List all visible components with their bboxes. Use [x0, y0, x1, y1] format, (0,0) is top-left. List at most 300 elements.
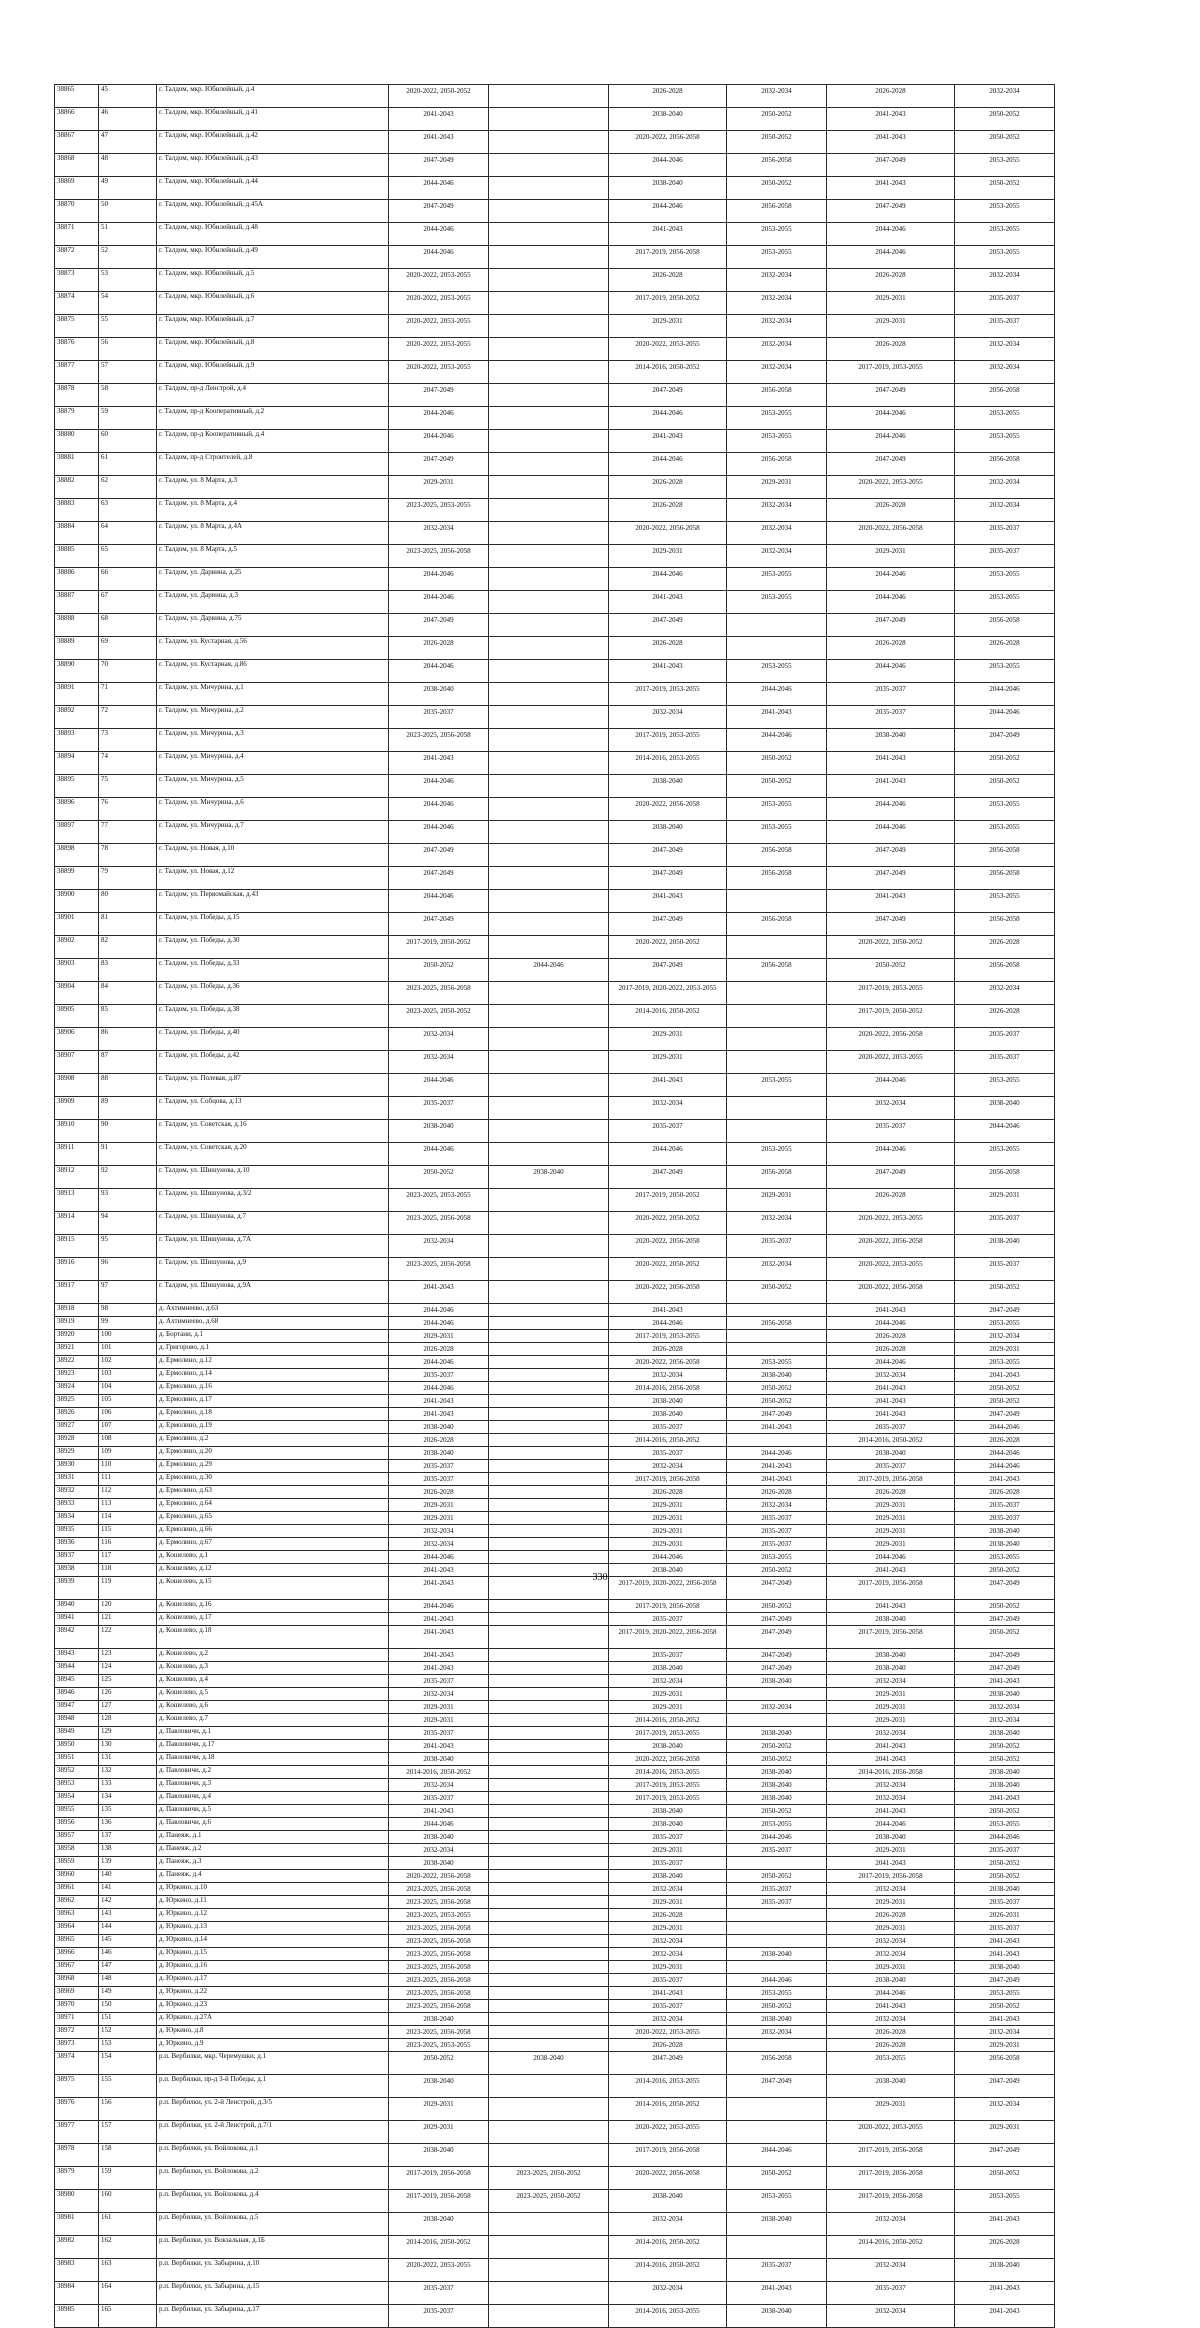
cell-period	[489, 1961, 609, 1974]
cell-period: 2029-2031	[609, 1896, 727, 1909]
cell-address: д. Юркино, д.15	[157, 1948, 389, 1961]
cell-number: 138	[99, 1844, 157, 1857]
cell-period: 2053-2055	[727, 821, 827, 844]
cell-period: 2044-2046	[389, 1074, 489, 1097]
table-row	[55, 108, 1055, 131]
cell-period: 2023-2025, 2053-2055	[389, 1909, 489, 1922]
table-row	[55, 1525, 1055, 1538]
cell-period	[489, 499, 609, 522]
cell-period: 2032-2034	[827, 1727, 955, 1740]
cell-period: 2056-2058	[727, 1166, 827, 1189]
cell-number: 142	[99, 1896, 157, 1909]
cell-period: 2023-2025, 2053-2055	[389, 499, 489, 522]
cell-number: 154	[99, 2052, 157, 2075]
cell-period: 2053-2055	[955, 200, 1055, 223]
cell-period: 2014-2016, 2050-2052	[609, 1434, 727, 1447]
cell-period: 2032-2034	[389, 1028, 489, 1051]
cell-period: 2038-2040	[955, 1538, 1055, 1551]
cell-id: 38881	[55, 453, 99, 476]
cell-period	[489, 223, 609, 246]
cell-period: 2053-2055	[727, 798, 827, 821]
cell-address: г. Талдом, ул. Новая, д.12	[157, 867, 389, 890]
cell-address: г. Талдом, мкр. Юбилейный, д.7	[157, 315, 389, 338]
cell-period: 2023-2025, 2053-2055	[389, 2039, 489, 2052]
cell-period: 2017-2019, 2056-2058	[389, 2190, 489, 2213]
cell-period: 2047-2049	[955, 1304, 1055, 1317]
cell-period	[489, 1844, 609, 1857]
cell-period: 2014-2016, 2050-2052	[609, 2236, 727, 2259]
cell-address: д. Кошелево, д.17	[157, 1613, 389, 1626]
cell-period: 2053-2055	[955, 821, 1055, 844]
cell-address: д. Павловичи, д.5	[157, 1805, 389, 1818]
cell-period: 2044-2046	[609, 1143, 727, 1166]
cell-period: 2029-2031	[609, 1688, 727, 1701]
cell-period: 2029-2031	[609, 1538, 727, 1551]
cell-period	[489, 1343, 609, 1356]
cell-period: 2053-2055	[727, 407, 827, 430]
cell-period: 2026-2028	[389, 1343, 489, 1356]
cell-id: 38927	[55, 1421, 99, 1434]
cell-period: 2017-2019, 2056-2058	[609, 246, 727, 269]
cell-period: 2041-2043	[827, 1753, 955, 1766]
cell-id: 38868	[55, 154, 99, 177]
cell-period: 2020-2022, 2056-2058	[609, 1753, 727, 1766]
table-row	[55, 407, 1055, 430]
cell-address: д. Юркино, д.27А	[157, 2013, 389, 2026]
cell-id: 38909	[55, 1097, 99, 1120]
cell-period	[727, 1304, 827, 1317]
cell-period: 2050-2052	[727, 177, 827, 200]
cell-period	[489, 1421, 609, 1434]
cell-period: 2017-2019, 2056-2058	[827, 2190, 955, 2213]
cell-period: 2035-2037	[827, 1460, 955, 1473]
cell-period: 2038-2040	[827, 2075, 955, 2098]
cell-period: 2047-2049	[727, 1626, 827, 1649]
cell-period: 2017-2019, 2053-2055	[609, 683, 727, 706]
cell-number: 112	[99, 1486, 157, 1499]
table-row	[55, 1028, 1055, 1051]
cell-number: 69	[99, 637, 157, 660]
cell-period: 2038-2040	[609, 1564, 727, 1577]
cell-address: д. Юркино, д.12	[157, 1909, 389, 1922]
cell-period: 2020-2022, 2056-2058	[609, 1281, 727, 1304]
table-row	[55, 223, 1055, 246]
cell-period: 2026-2028	[609, 1486, 727, 1499]
cell-period	[489, 1005, 609, 1028]
cell-period	[727, 1051, 827, 1074]
table-row	[55, 683, 1055, 706]
cell-id: 38954	[55, 1792, 99, 1805]
cell-id: 38918	[55, 1304, 99, 1317]
cell-period: 2056-2058	[955, 384, 1055, 407]
cell-period: 2035-2037	[827, 1421, 955, 1434]
cell-period: 2026-2031	[955, 1909, 1055, 1922]
cell-number: 92	[99, 1166, 157, 1189]
cell-period	[489, 683, 609, 706]
cell-id: 38912	[55, 1166, 99, 1189]
cell-period: 2035-2037	[389, 1675, 489, 1688]
cell-period: 2050-2052	[955, 177, 1055, 200]
cell-address: г. Талдом, ул. Дарвина, д.75	[157, 614, 389, 637]
cell-period: 2035-2037	[389, 1473, 489, 1486]
cell-number: 129	[99, 1727, 157, 1740]
cell-id: 38984	[55, 2282, 99, 2305]
cell-period: 2032-2034	[609, 2013, 727, 2026]
table-row	[55, 706, 1055, 729]
cell-id: 38983	[55, 2259, 99, 2282]
cell-period: 2020-2022, 2050-2052	[609, 1212, 727, 1235]
cell-period: 2053-2055	[727, 223, 827, 246]
cell-period: 2038-2040	[489, 2052, 609, 2075]
cell-period: 2026-2028	[827, 637, 955, 660]
cell-address: р.п. Вербилки, пр-д 3-й Победы, д.1	[157, 2075, 389, 2098]
cell-period	[489, 660, 609, 683]
cell-period	[489, 936, 609, 959]
cell-period: 2038-2040	[955, 1097, 1055, 1120]
cell-period	[489, 1408, 609, 1421]
cell-period: 2050-2052	[955, 1382, 1055, 1395]
cell-period: 2020-2022, 2050-2052	[389, 85, 489, 108]
cell-period: 2035-2037	[955, 1512, 1055, 1525]
cell-period	[489, 1235, 609, 1258]
cell-period: 2047-2049	[955, 2144, 1055, 2167]
cell-address: г. Талдом, ул. Победы, д.36	[157, 982, 389, 1005]
cell-period: 2050-2052	[389, 2052, 489, 2075]
table-row	[55, 499, 1055, 522]
cell-period: 2044-2046	[389, 1818, 489, 1831]
cell-address: г. Талдом, ул. Советская, д.20	[157, 1143, 389, 1166]
cell-period: 2020-2022, 2056-2058	[389, 1870, 489, 1883]
table-row	[55, 1486, 1055, 1499]
cell-period: 2041-2043	[389, 1577, 489, 1600]
cell-id: 38879	[55, 407, 99, 430]
cell-period: 2023-2025, 2056-2058	[389, 1212, 489, 1235]
cell-period	[489, 1473, 609, 1486]
cell-period: 2017-2019, 2053-2055	[609, 1779, 727, 1792]
cell-address: г. Талдом, ул. Мичурина, д.2	[157, 706, 389, 729]
cell-period: 2056-2058	[955, 2052, 1055, 2075]
cell-number: 122	[99, 1626, 157, 1649]
cell-address: д. Павловичи, д.2	[157, 1766, 389, 1779]
table-row	[55, 1005, 1055, 1028]
cell-number: 93	[99, 1189, 157, 1212]
table-row	[55, 1948, 1055, 1961]
cell-number: 61	[99, 453, 157, 476]
cell-period: 2035-2037	[389, 2282, 489, 2305]
cell-period	[489, 1870, 609, 1883]
cell-address: г. Талдом, ул. 8 Марта, д.5	[157, 545, 389, 568]
cell-period: 2050-2052	[955, 1805, 1055, 1818]
cell-period: 2029-2031	[827, 1714, 955, 1727]
cell-id: 38971	[55, 2013, 99, 2026]
cell-period: 2050-2052	[955, 1870, 1055, 1883]
table-row	[55, 1120, 1055, 1143]
cell-period	[727, 2236, 827, 2259]
cell-period	[489, 361, 609, 384]
cell-period: 2032-2034	[609, 1948, 727, 1961]
cell-period	[489, 1525, 609, 1538]
cell-number: 163	[99, 2259, 157, 2282]
cell-period: 2032-2034	[727, 338, 827, 361]
cell-period: 2035-2037	[955, 545, 1055, 568]
cell-period	[489, 1857, 609, 1870]
cell-id: 38883	[55, 499, 99, 522]
cell-period: 2041-2043	[609, 890, 727, 913]
cell-number: 117	[99, 1551, 157, 1564]
cell-id: 38957	[55, 1831, 99, 1844]
cell-number: 145	[99, 1935, 157, 1948]
cell-period	[489, 1779, 609, 1792]
cell-period	[489, 1935, 609, 1948]
cell-period: 2038-2040	[955, 1766, 1055, 1779]
cell-address: г. Талдом, ул. Мичурина, д.1	[157, 683, 389, 706]
table-row	[55, 1675, 1055, 1688]
cell-period: 2050-2052	[955, 1395, 1055, 1408]
cell-number: 83	[99, 959, 157, 982]
cell-address: г. Талдом, ул. Дарвина, д.3	[157, 591, 389, 614]
cell-period	[489, 430, 609, 453]
cell-period: 2041-2043	[827, 1395, 955, 1408]
table-row	[55, 1538, 1055, 1551]
cell-period: 2026-2028	[955, 936, 1055, 959]
table-row	[55, 798, 1055, 821]
cell-period	[489, 1281, 609, 1304]
cell-address: р.п. Вербилки, ул. Войлокова, д.2	[157, 2167, 389, 2190]
cell-address: г. Талдом, мкр. Юбилейный, д.8	[157, 338, 389, 361]
cell-period: 2053-2055	[727, 430, 827, 453]
cell-id: 38865	[55, 85, 99, 108]
cell-period: 2026-2028	[955, 1434, 1055, 1447]
table-row	[55, 1649, 1055, 1662]
cell-period: 2044-2046	[389, 798, 489, 821]
cell-period: 2038-2040	[389, 1753, 489, 1766]
cell-period: 2020-2022, 2053-2055	[389, 338, 489, 361]
cell-period	[489, 85, 609, 108]
cell-period: 2041-2043	[389, 1564, 489, 1577]
cell-period: 2029-2031	[827, 1512, 955, 1525]
cell-period: 2038-2040	[389, 1447, 489, 1460]
table-row	[55, 1212, 1055, 1235]
cell-number: 141	[99, 1883, 157, 1896]
cell-address: г. Талдом, ул. Победы, д.42	[157, 1051, 389, 1074]
cell-number: 105	[99, 1395, 157, 1408]
cell-period: 2041-2043	[609, 591, 727, 614]
cell-address: г. Талдом, мкр. Юбилейный, д.45А	[157, 200, 389, 223]
cell-period: 2035-2037	[955, 1922, 1055, 1935]
cell-id: 38939	[55, 1577, 99, 1600]
cell-period: 2053-2055	[955, 1356, 1055, 1369]
cell-period: 2053-2055	[955, 1818, 1055, 1831]
table-row	[55, 1909, 1055, 1922]
cell-address: д. Ермолино, д.64	[157, 1499, 389, 1512]
cell-period: 2017-2019, 2056-2058	[827, 1626, 955, 1649]
cell-period: 2035-2037	[955, 1499, 1055, 1512]
cell-period	[489, 591, 609, 614]
cell-period: 2029-2031	[827, 1538, 955, 1551]
cell-period: 2053-2055	[727, 568, 827, 591]
cell-period: 2038-2040	[727, 1675, 827, 1688]
cell-period	[727, 1434, 827, 1447]
cell-period: 2032-2034	[827, 1883, 955, 1896]
cell-period: 2035-2037	[389, 1460, 489, 1473]
cell-period: 2047-2049	[389, 200, 489, 223]
cell-period: 2041-2043	[389, 752, 489, 775]
cell-number: 147	[99, 1961, 157, 1974]
cell-period: 2029-2031	[727, 1189, 827, 1212]
cell-id: 38872	[55, 246, 99, 269]
cell-period	[489, 2098, 609, 2121]
cell-period: 2020-2022, 2056-2058	[827, 1281, 955, 1304]
cell-period: 2044-2046	[609, 154, 727, 177]
cell-period: 2029-2031	[389, 1714, 489, 1727]
cell-period: 2017-2019, 2056-2058	[827, 1473, 955, 1486]
table-row	[55, 637, 1055, 660]
cell-address: г. Талдом, ул. Победы, д.38	[157, 1005, 389, 1028]
cell-period: 2041-2043	[389, 1281, 489, 1304]
cell-period: 2044-2046	[727, 1831, 827, 1844]
cell-address: д. Панеяж, д.2	[157, 1844, 389, 1857]
cell-number: 156	[99, 2098, 157, 2121]
cell-period: 2035-2037	[955, 1212, 1055, 1235]
cell-address: д. Ермолино, д.16	[157, 1382, 389, 1395]
cell-period: 2038-2040	[389, 1831, 489, 1844]
cell-period: 2053-2055	[955, 223, 1055, 246]
cell-period: 2026-2028	[609, 637, 727, 660]
cell-period: 2026-2028	[827, 1909, 955, 1922]
cell-address: д. Ермолино, д.2	[157, 1434, 389, 1447]
table-row	[55, 131, 1055, 154]
cell-period: 2029-2031	[389, 1512, 489, 1525]
cell-period: 2044-2046	[389, 821, 489, 844]
cell-period: 2038-2040	[727, 1779, 827, 1792]
cell-id: 38980	[55, 2190, 99, 2213]
cell-period: 2056-2058	[727, 959, 827, 982]
cell-period: 2044-2046	[827, 798, 955, 821]
cell-period	[727, 2039, 827, 2052]
cell-address: г. Талдом, ул. Мичурина, д.5	[157, 775, 389, 798]
cell-address: г. Талдом, мкр. Юбилейный, д.6	[157, 292, 389, 315]
cell-period: 2047-2049	[955, 1649, 1055, 1662]
cell-period	[489, 2144, 609, 2167]
cell-period: 2041-2043	[609, 1074, 727, 1097]
cell-period: 2041-2043	[827, 752, 955, 775]
table-row	[55, 361, 1055, 384]
cell-period: 2035-2037	[389, 706, 489, 729]
cell-period: 2050-2052	[727, 775, 827, 798]
cell-period: 2050-2052	[955, 1564, 1055, 1577]
cell-period: 2014-2016, 2050-2052	[609, 1714, 727, 1727]
cell-period: 2044-2046	[727, 729, 827, 752]
cell-period: 2038-2040	[955, 1883, 1055, 1896]
cell-period: 2017-2019, 2050-2052	[609, 292, 727, 315]
cell-period: 2053-2055	[727, 1143, 827, 1166]
cell-address: г. Талдом, ул. Победы, д.40	[157, 1028, 389, 1051]
cell-period	[727, 1005, 827, 1028]
cell-period	[489, 1740, 609, 1753]
cell-period: 2038-2040	[827, 1613, 955, 1626]
cell-period: 2032-2034	[827, 1779, 955, 1792]
cell-address: д. Кошелево, д.2	[157, 1649, 389, 1662]
cell-period	[489, 2075, 609, 2098]
cell-period: 2026-2028	[609, 269, 727, 292]
cell-address: г. Талдом, мкр. Юбилейный, д.4	[157, 85, 389, 108]
cell-period: 2026-2028	[955, 2236, 1055, 2259]
cell-period	[489, 2013, 609, 2026]
cell-period: 2041-2043	[609, 1987, 727, 2000]
table-row	[55, 2236, 1055, 2259]
cell-address: д. Кошелево, д.5	[157, 1688, 389, 1701]
cell-period: 2038-2040	[955, 1727, 1055, 1740]
cell-period: 2038-2040	[389, 2144, 489, 2167]
cell-period: 2041-2043	[609, 223, 727, 246]
table-row	[55, 1600, 1055, 1613]
cell-period: 2023-2025, 2053-2055	[389, 1189, 489, 1212]
cell-address: р.п. Вербилки, ул. Войлокова, д.1	[157, 2144, 389, 2167]
cell-period: 2026-2028	[727, 1486, 827, 1499]
cell-period: 2032-2034	[389, 1235, 489, 1258]
cell-period	[489, 1753, 609, 1766]
cell-period: 2032-2034	[389, 1688, 489, 1701]
cell-id: 38975	[55, 2075, 99, 2098]
cell-period: 2050-2052	[955, 1857, 1055, 1870]
cell-period: 2050-2052	[727, 1564, 827, 1577]
cell-period	[489, 568, 609, 591]
cell-period: 2056-2058	[727, 200, 827, 223]
table-row	[55, 1434, 1055, 1447]
cell-period: 2047-2049	[827, 844, 955, 867]
cell-period	[489, 2026, 609, 2039]
cell-period: 2032-2034	[827, 2013, 955, 2026]
cell-period: 2038-2040	[609, 2190, 727, 2213]
cell-period: 2038-2040	[609, 1662, 727, 1675]
cell-period: 2035-2037	[609, 1974, 727, 1987]
cell-number: 74	[99, 752, 157, 775]
cell-address: г. Талдом, ул. Мичурина, д.7	[157, 821, 389, 844]
cell-number: 89	[99, 1097, 157, 1120]
cell-number: 95	[99, 1235, 157, 1258]
cell-period: 2035-2037	[609, 1613, 727, 1626]
cell-address: д. Ермолино, д.30	[157, 1473, 389, 1486]
cell-period: 2017-2019, 2056-2058	[609, 1473, 727, 1486]
cell-id: 38952	[55, 1766, 99, 1779]
table-row	[55, 591, 1055, 614]
cell-period: 2044-2046	[827, 660, 955, 683]
cell-period: 2014-2016, 2050-2052	[827, 1434, 955, 1447]
cell-period: 2053-2055	[727, 1074, 827, 1097]
cell-period: 2053-2055	[955, 246, 1055, 269]
cell-period: 2020-2022, 2056-2058	[609, 522, 727, 545]
cell-period: 2014-2016, 2056-2058	[609, 1382, 727, 1395]
cell-period: 2017-2019, 2053-2055	[609, 1792, 727, 1805]
table-row	[55, 729, 1055, 752]
cell-period	[727, 1909, 827, 1922]
cell-period: 2020-2022, 2053-2055	[389, 2259, 489, 2282]
table-row	[55, 752, 1055, 775]
cell-number: 79	[99, 867, 157, 890]
cell-id: 38977	[55, 2121, 99, 2144]
cell-period: 2020-2022, 2056-2058	[827, 522, 955, 545]
cell-period: 2032-2034	[955, 269, 1055, 292]
cell-id: 38886	[55, 568, 99, 591]
cell-period: 2032-2034	[727, 1499, 827, 1512]
cell-period: 2038-2040	[955, 1525, 1055, 1538]
cell-period: 2044-2046	[609, 1317, 727, 1330]
cell-number: 164	[99, 2282, 157, 2305]
cell-number: 56	[99, 338, 157, 361]
cell-period: 2023-2025, 2056-2058	[389, 729, 489, 752]
cell-period: 2047-2049	[727, 1662, 827, 1675]
cell-period	[489, 1097, 609, 1120]
